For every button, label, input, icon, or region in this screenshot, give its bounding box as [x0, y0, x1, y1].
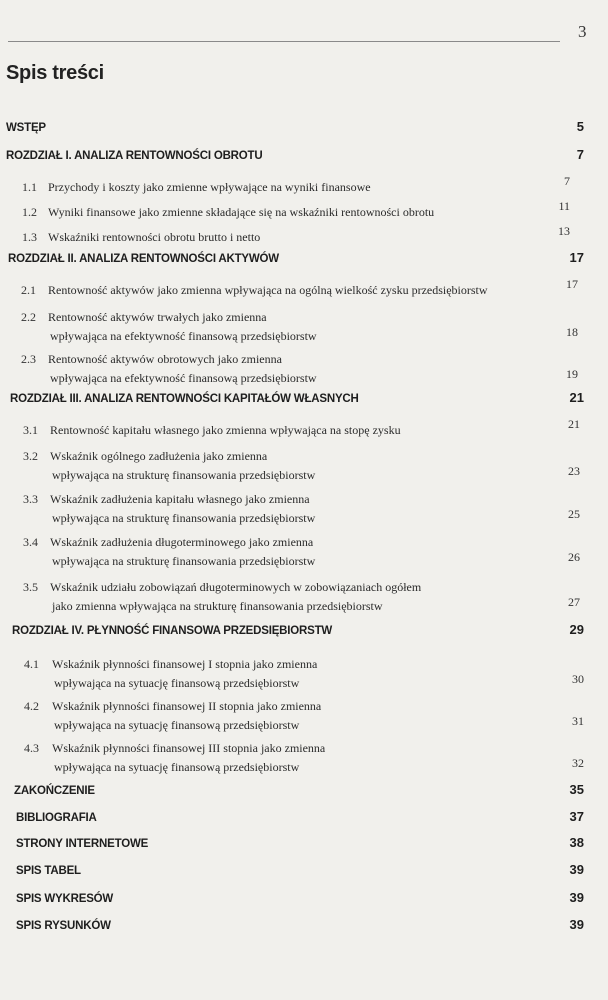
section-title-line: wpływająca na strukturę finansowania przedsiębiorstw — [52, 511, 316, 525]
chapter-page-number: 39 — [569, 917, 584, 932]
section-page-number: 31 — [572, 714, 584, 728]
section-page-number: 17 — [566, 277, 578, 291]
chapter-title: SPIS WYKRESÓW — [16, 893, 114, 905]
section-number: 4.2 — [24, 699, 39, 713]
chapter-page-number: 21 — [569, 390, 584, 405]
chapter-page-number: 39 — [569, 890, 584, 905]
section-number: 3.3 — [23, 492, 38, 506]
section-page-number: 25 — [568, 507, 580, 521]
section-page-number: 19 — [566, 367, 578, 381]
section-title-line: wpływająca na sytuację finansową przedsiębiorstw — [54, 676, 300, 690]
section-page-number: 13 — [558, 224, 570, 238]
section-title-line: Wskaźnik płynności finansowej I stopnia jako zmienna — [52, 657, 318, 671]
toc-title: Spis treści — [6, 62, 104, 84]
chapter-title: ZAKOŃCZENIE — [14, 785, 95, 797]
section-title-line: Wskaźnik udziału zobowiązań długoterminowych w zobowiązaniach ogółem — [50, 580, 422, 594]
section-title-line: wpływająca na strukturę finansowania przedsiębiorstw — [52, 468, 316, 482]
chapter-title: SPIS RYSUNKÓW — [16, 920, 111, 932]
chapter-page-number: 37 — [569, 809, 584, 824]
section-number: 3.4 — [23, 535, 38, 549]
section-title-line: Wskaźnik płynności finansowej II stopnia jako zmienna — [52, 699, 322, 713]
section-page-number: 23 — [568, 464, 580, 478]
section-page-number: 21 — [568, 417, 580, 431]
section-title-line: Wskaźnik ogólnego zadłużenia jako zmienna — [50, 449, 268, 463]
section-title-line: Rentowność aktywów jako zmienna wpływająca na ogólną wielkość zysku przedsiębiorstw — [48, 283, 488, 297]
section-number: 3.2 — [23, 449, 38, 463]
section-number: 3.5 — [23, 580, 38, 594]
section-number: 2.3 — [21, 352, 36, 366]
section-title-line: Rentowność aktywów obrotowych jako zmienna — [48, 352, 282, 366]
header-rule — [8, 41, 560, 42]
section-title-line: wpływająca na sytuację finansową przedsiębiorstw — [54, 760, 300, 774]
chapter-page-number: 5 — [576, 119, 584, 134]
section-page-number: 11 — [558, 199, 570, 213]
section-title-line: Wskaźnik zadłużenia kapitału własnego jako zmienna — [50, 492, 310, 506]
chapter-title: ROZDZIAŁ IV. PŁYNNOŚĆ FINANSOWA PRZEDSIĘBIORSTW — [12, 625, 333, 637]
chapter-page-number: 38 — [569, 835, 584, 850]
chapter-title: ROZDZIAŁ III. ANALIZA RENTOWNOŚCI KAPITAŁÓW WŁASNYCH — [10, 393, 359, 405]
section-page-number: 30 — [572, 672, 584, 686]
section-page-number: 27 — [568, 595, 580, 609]
section-number: 2.2 — [21, 310, 36, 324]
chapter-title: SPIS TABEL — [16, 865, 81, 877]
section-number: 3.1 — [23, 423, 38, 437]
section-title-line: Wskaźnik zadłużenia długoterminowego jako zmienna — [50, 535, 314, 549]
section-number: 1.2 — [22, 205, 37, 219]
section-title-line: Rentowność kapitału własnego jako zmienna wpływająca na stopę zysku — [50, 423, 401, 437]
chapter-title: BIBLIOGRAFIA — [16, 812, 97, 824]
section-title-line: wpływająca na efektywność finansową przedsiębiorstw — [50, 371, 317, 385]
section-number: 2.1 — [21, 283, 36, 297]
section-title-line: jako zmienna wpływająca na strukturę finansowania przedsiębiorstw — [52, 599, 383, 613]
section-page-number: 7 — [564, 174, 570, 188]
section-title-line: Wyniki finansowe jako zmienne składające się na wskaźniki rentowności obrotu — [48, 205, 435, 219]
section-page-number: 26 — [568, 550, 580, 564]
chapter-page-number: 7 — [576, 147, 584, 162]
section-title-line: wpływająca na efektywność finansową przedsiębiorstw — [50, 329, 317, 343]
section-number: 1.3 — [22, 230, 37, 244]
chapter-page-number: 29 — [569, 622, 584, 637]
page-number: 3 — [578, 22, 587, 41]
section-page-number: 18 — [566, 325, 578, 339]
section-number: 1.1 — [22, 180, 37, 194]
section-title-line: Przychody i koszty jako zmienne wpływające na wyniki finansowe — [48, 180, 371, 194]
section-title-line: Wskaźnik płynności finansowej III stopnia jako zmienna — [52, 741, 326, 755]
chapter-page-number: 39 — [569, 862, 584, 877]
chapter-page-number: 35 — [569, 782, 584, 797]
section-number: 4.3 — [24, 741, 39, 755]
section-title-line: Wskaźniki rentowności obrotu brutto i netto — [48, 230, 261, 244]
chapter-title: WSTĘP — [6, 122, 46, 134]
chapter-title: STRONY INTERNETOWE — [16, 838, 149, 850]
section-number: 4.1 — [24, 657, 39, 671]
chapter-page-number: 17 — [569, 250, 584, 265]
section-page-number: 32 — [572, 756, 584, 770]
chapter-title: ROZDZIAŁ II. ANALIZA RENTOWNOŚCI AKTYWÓW — [8, 253, 279, 265]
section-title-line: wpływająca na sytuację finansową przedsiębiorstw — [54, 718, 300, 732]
section-title-line: Rentowność aktywów trwałych jako zmienna — [48, 310, 267, 324]
section-title-line: wpływająca na strukturę finansowania przedsiębiorstw — [52, 554, 316, 568]
chapter-title: ROZDZIAŁ I. ANALIZA RENTOWNOŚCI OBROTU — [6, 150, 263, 162]
